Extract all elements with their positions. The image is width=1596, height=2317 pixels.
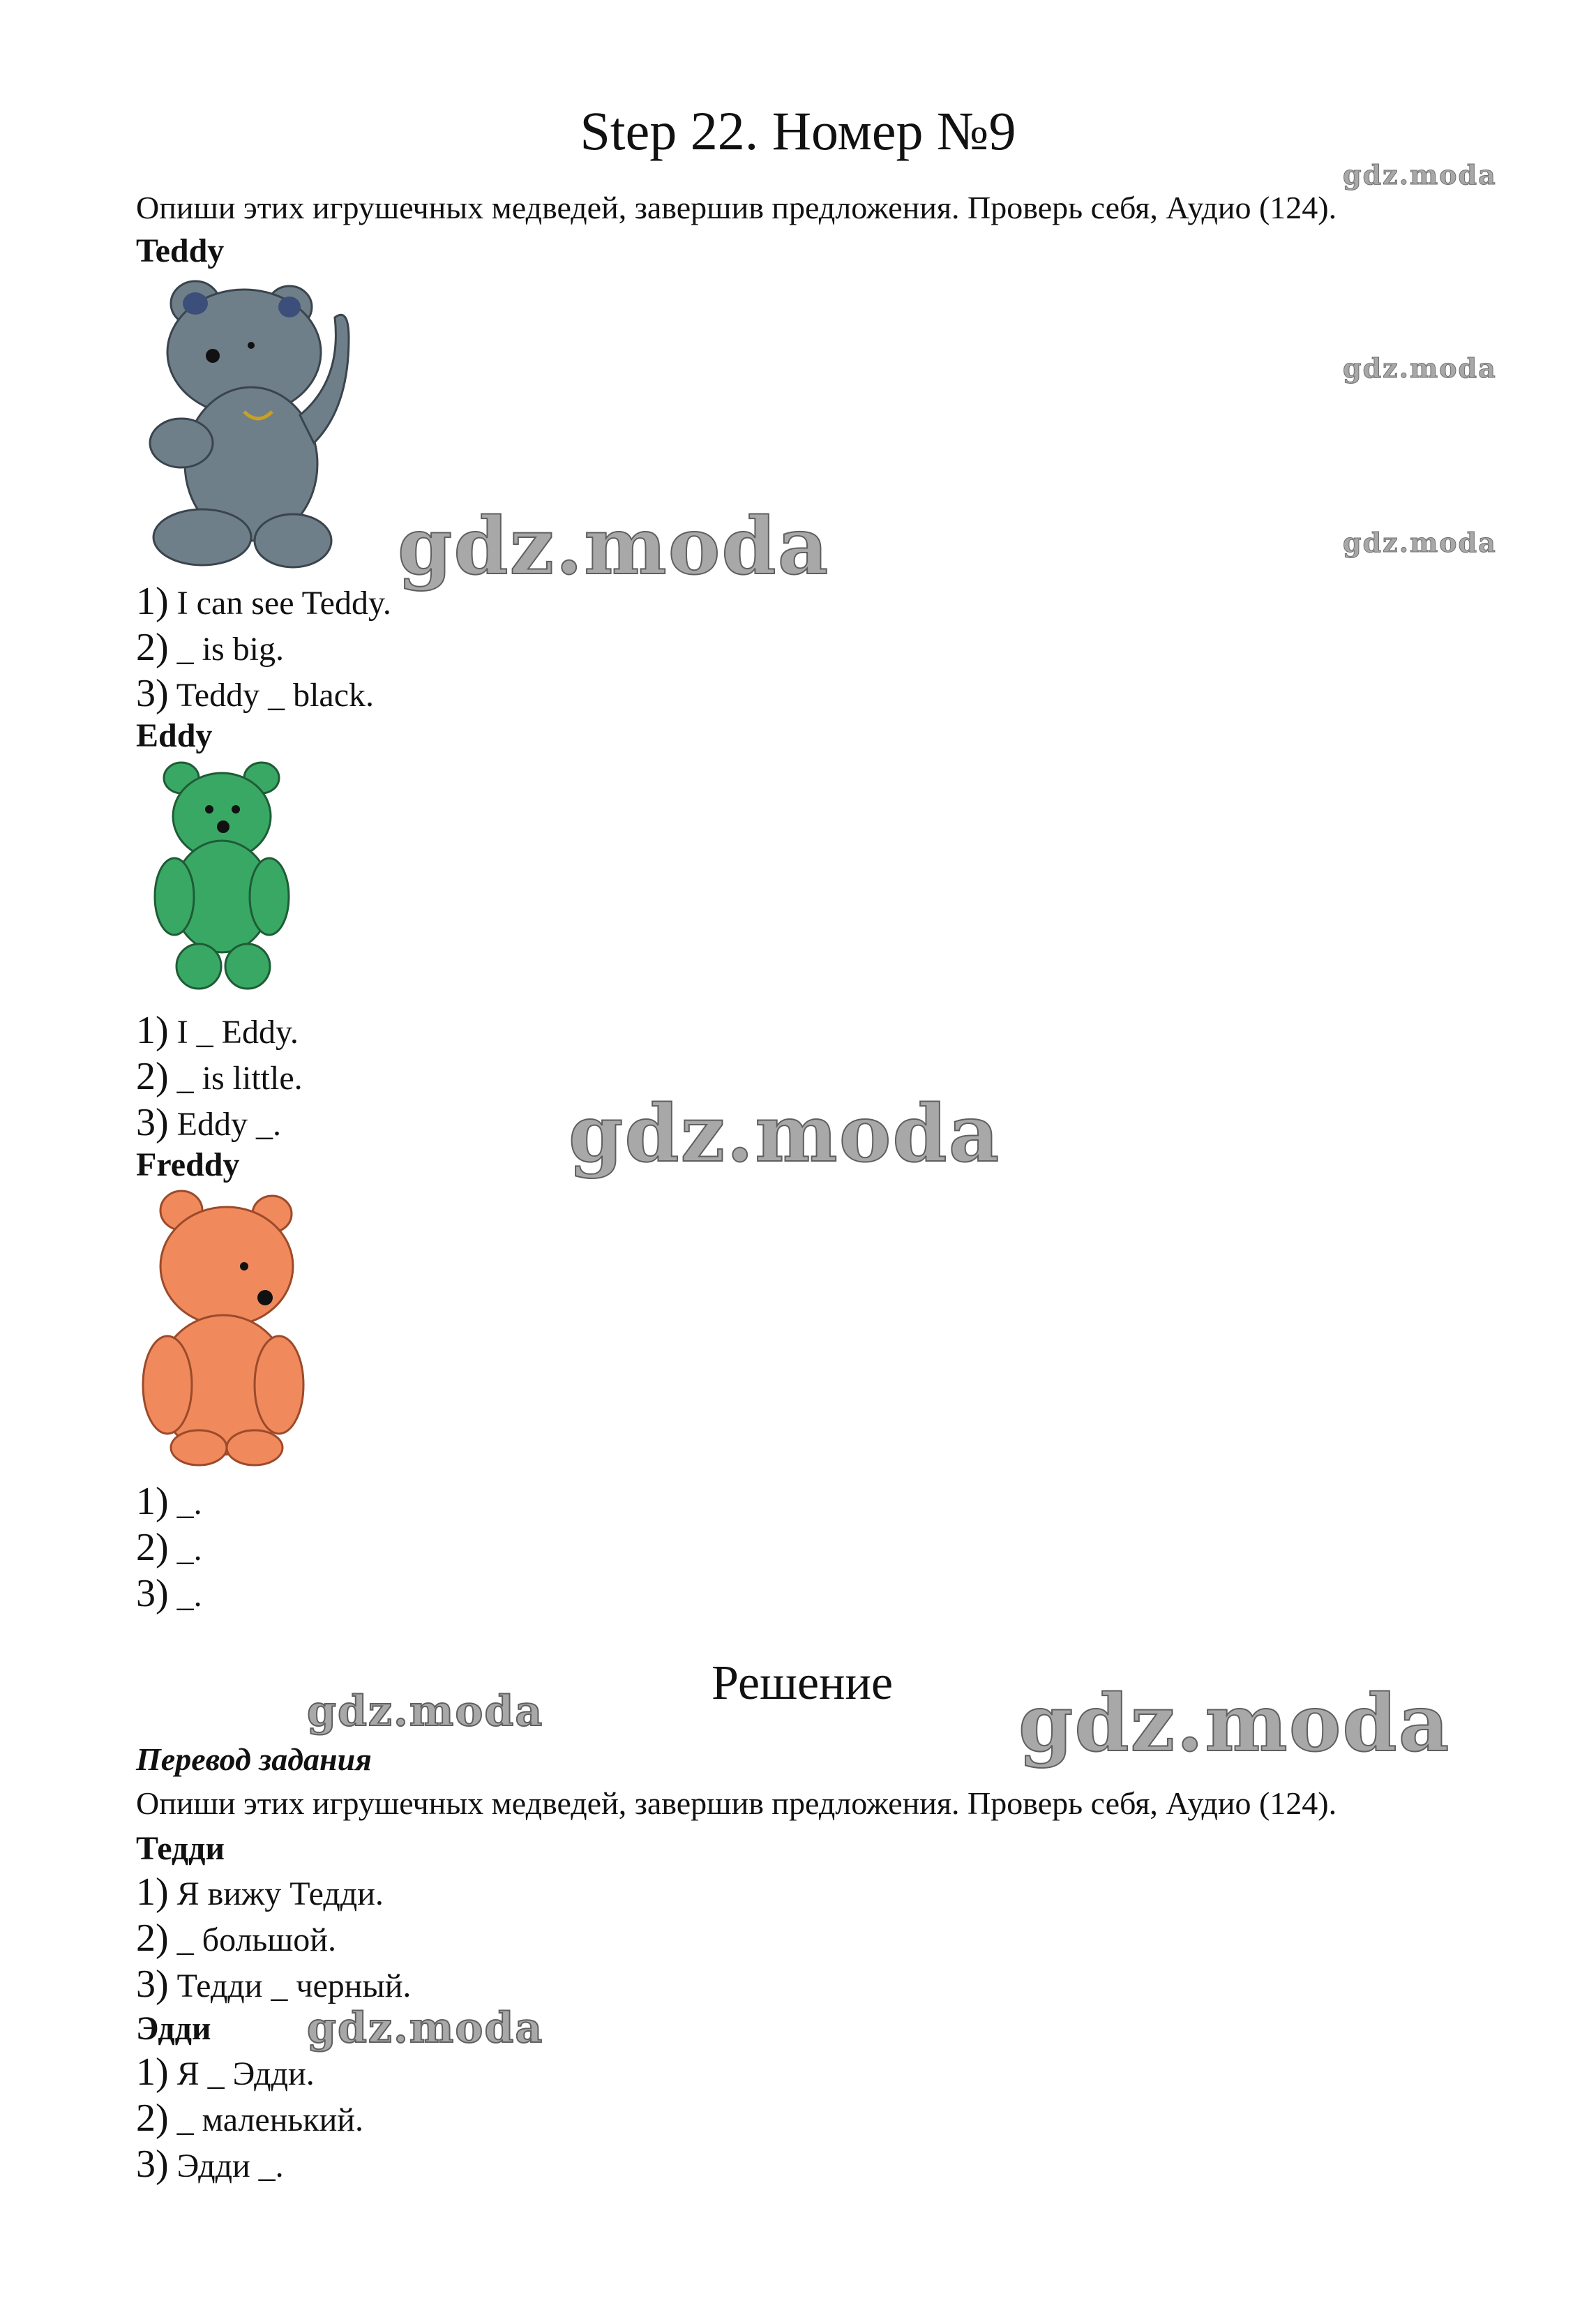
translation-heading: Перевод задания (136, 1741, 372, 1777)
teddy-line-1: 1) I can see Teddy. (136, 580, 391, 623)
solution-task-text: Опиши этих игрушечных медведей, завершив предложения. Проверь себя, Аудио (124). (136, 1785, 1337, 1821)
freddy-line-2: 2) _. (136, 1526, 202, 1569)
eddy-line-1: 1) I _ Eddy. (136, 1009, 299, 1052)
watermark: gdz.moda (398, 501, 830, 592)
freddy-line-3: 3) _. (136, 1572, 202, 1615)
teddy-line-2: 2) _ is big. (136, 626, 285, 669)
solution-eddy-line-2: 2) _ маленький. (136, 2097, 363, 2140)
watermark: gdz.moda (1018, 1678, 1451, 1769)
eddy-line-3: 3) Eddy _. (136, 1101, 281, 1144)
solution-bear-name-teddy: Тедди (136, 1830, 225, 1867)
freddy-line-1: 1) _. (136, 1480, 202, 1523)
teddy-line-3: 3) Teddy _ black. (136, 672, 375, 715)
freddy-bear-image (140, 1183, 307, 1469)
watermark: gdz.moda (1343, 352, 1497, 384)
solution-eddy-line-3: 3) Эдди _. (136, 2143, 284, 2186)
bear-name-teddy: Teddy (136, 232, 225, 269)
page-title: Step 22. Номер №9 (580, 100, 1016, 161)
watermark: gdz.moda (1343, 159, 1497, 190)
bear-name-eddy: Eddy (136, 717, 213, 754)
solution-title: Решение (712, 1656, 894, 1710)
solution-teddy-line-3: 3) Тедди _ черный. (136, 1963, 412, 2006)
eddy-line-2: 2) _ is little. (136, 1055, 303, 1098)
eddy-bear-image (146, 757, 300, 994)
watermark: gdz.moda (569, 1088, 1001, 1180)
watermark: gdz.moda (307, 2004, 544, 2053)
solution-bear-name-eddy: Эдди (136, 2010, 211, 2047)
watermark: gdz.moda (307, 1687, 544, 1736)
solution-teddy-line-2: 2) _ большой. (136, 1917, 336, 1960)
task-text: Опиши этих игрушечных медведей, завершив предложения. Проверь себя, Аудио (124). (136, 190, 1337, 225)
bear-name-freddy: Freddy (136, 1146, 240, 1183)
teddy-bear-image (140, 269, 363, 576)
solution-eddy-line-1: 1) Я _ Эдди. (136, 2050, 315, 2094)
watermark: gdz.moda (1343, 527, 1497, 558)
solution-teddy-line-1: 1) Я вижу Тедди. (136, 1870, 384, 1914)
